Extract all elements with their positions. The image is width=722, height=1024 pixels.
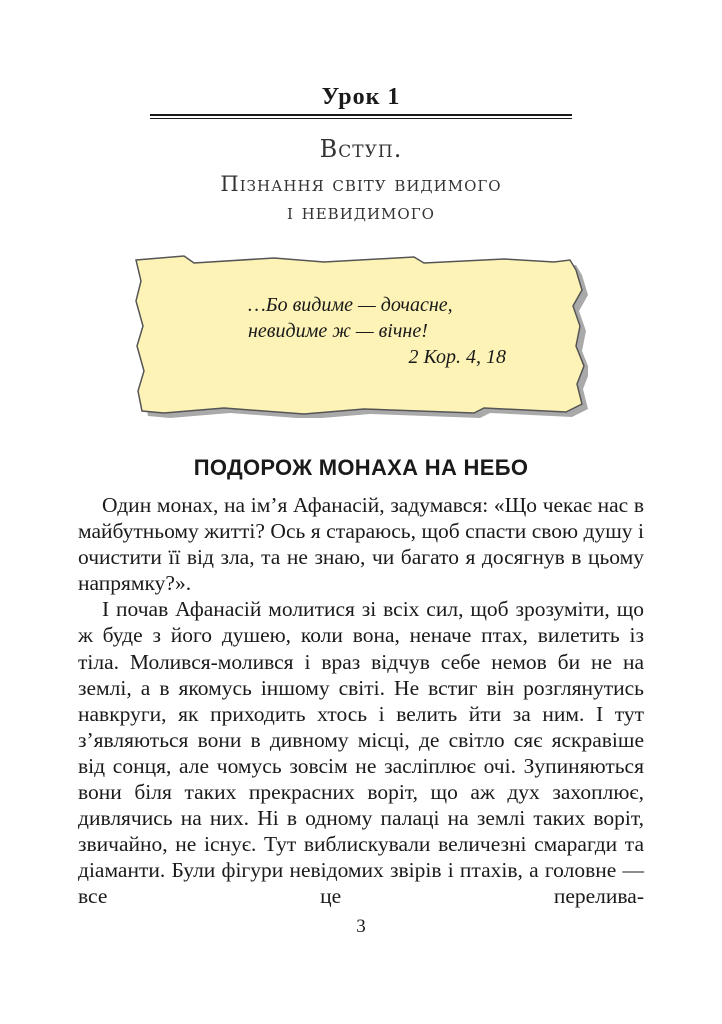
page-number: 3 — [356, 916, 366, 937]
epigraph-quote — [248, 292, 548, 344]
lesson-subtitle-line3: і невидимого — [287, 200, 435, 224]
epigraph-line1: …Бо видиме — дочасне, — [248, 294, 453, 316]
title-underline — [150, 114, 572, 116]
story-paragraph-1: Один монах, на ім’я Афанасій, задумався: «Що чекає нас в майбутньому житті? Ось я стараюсь, щоб спасти свою душу і очистити її від зла, та не знаю, чи багато я досягнув в цьому напрямку?». — [78, 493, 644, 596]
lesson-title: Урок 1 — [321, 84, 401, 110]
epigraph-line2: невидиме ж — вічне! — [248, 320, 428, 342]
lesson-subtitle-line1: Вступ. — [319, 135, 403, 163]
story-heading: ПОДОРОЖ МОНАХА НА НЕБО — [193, 455, 529, 480]
story-paragraph-2: І почав Афанасій молитися зі всіх сил, щоб зрозуміти, що ж буде з його душею, коли вона, неначе птах, вилетить із тіла. Молився-молився і враз відчув себе немов би не на землі, а в якомусь іншому світі. Не встиг він розглянутись навкруги, як приходить хтось і велить йти за ним. І тут з’являються вони в дивному місці, де світло сяє яскравіше від сонця, але чомусь зовсім не засліплює очі. Зупиняються вони біля таких прекрасних воріт, що аж дух захоплює, дивлячись на них. Ні в одному палаці на землі таких воріт, звичайно, не існує. Тут виблискували величезні смарагди та діаманти. Були фігури невідомих звірів і птахів, а головне — все це перелива- — [78, 597, 644, 909]
title-underline-thin — [150, 118, 572, 119]
story-body — [78, 492, 644, 910]
epigraph-reference: 2 Кор. 4, 18 — [408, 346, 506, 368]
lesson-subtitle-line2: Пізнання світу видимого — [220, 172, 502, 196]
